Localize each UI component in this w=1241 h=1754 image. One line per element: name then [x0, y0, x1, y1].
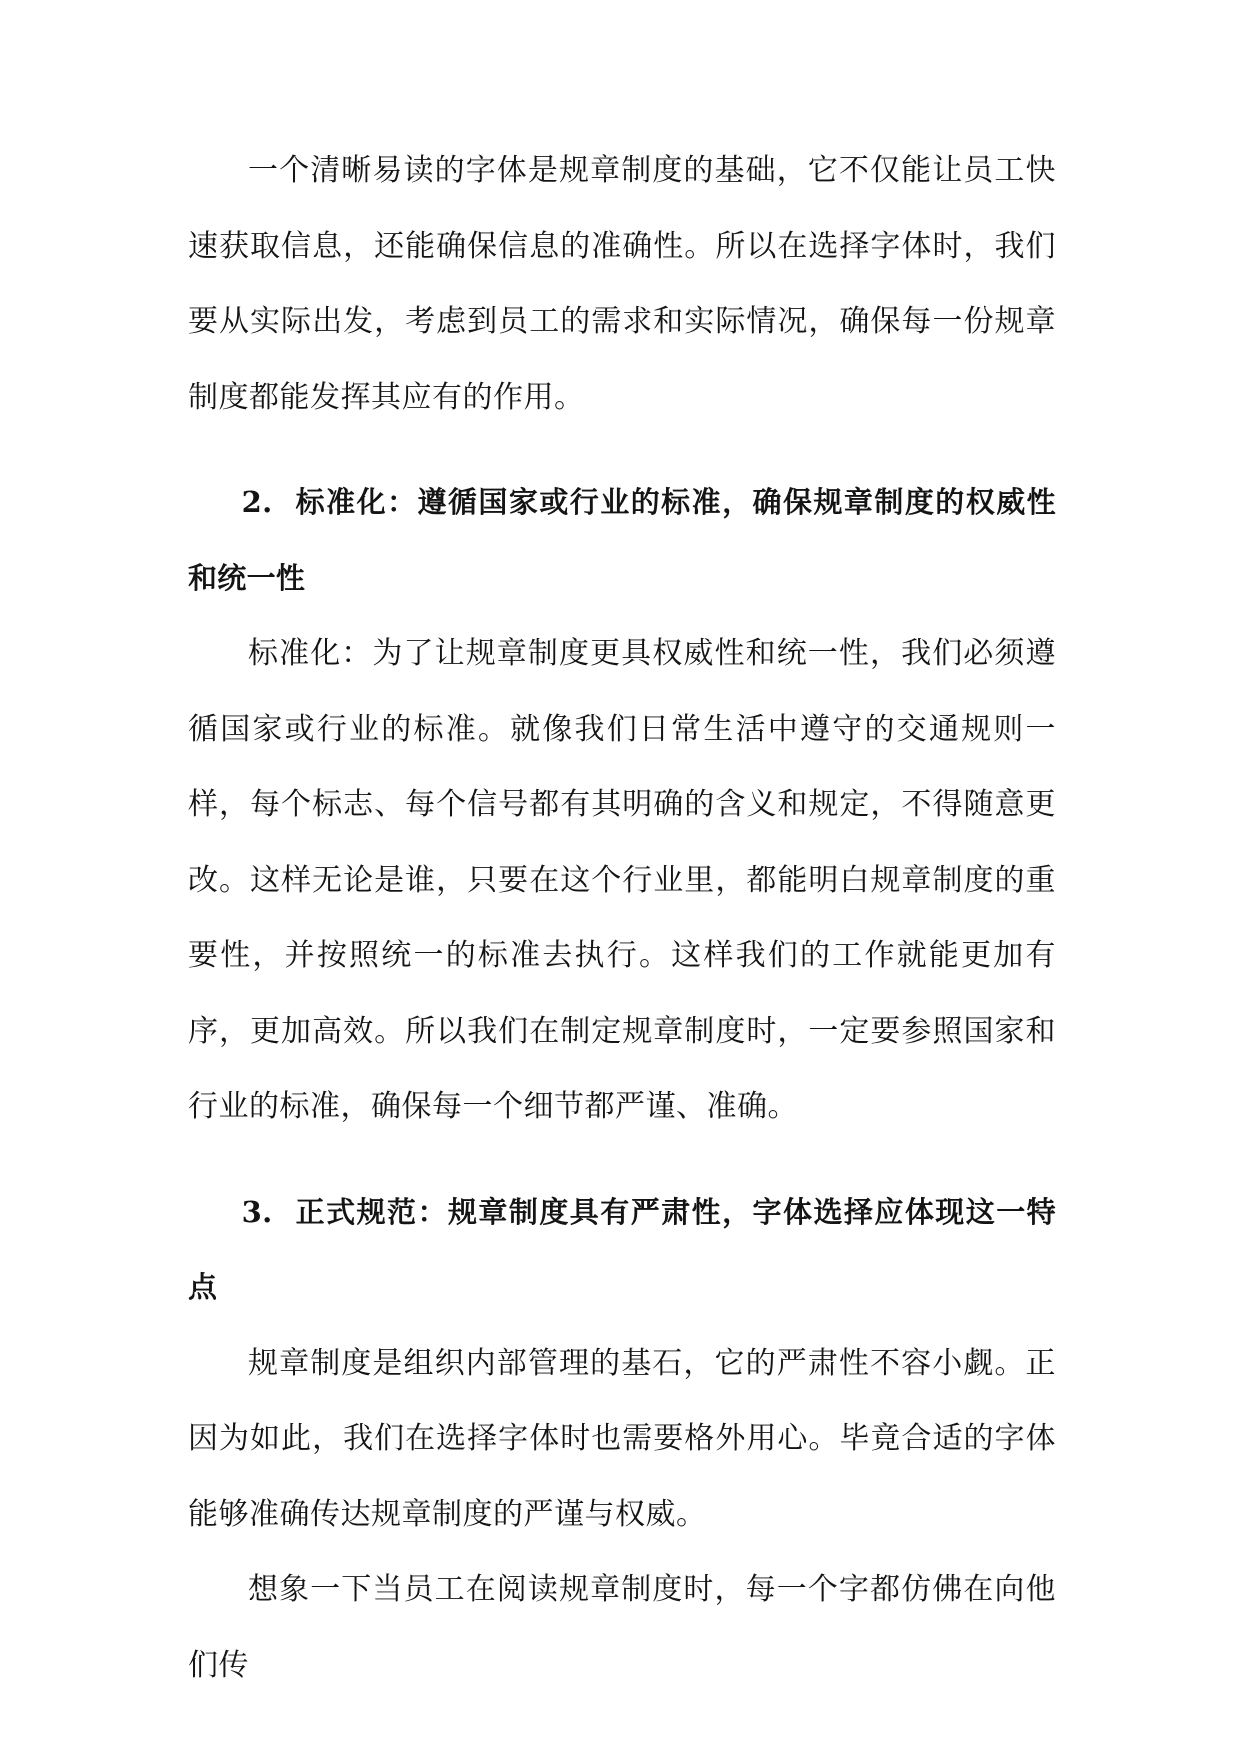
heading-text: 标准化：遵循国家或行业的标准，确保规章制度的权威性和统一性: [188, 485, 1056, 595]
heading-text: 正式规范：规章制度具有严肃性，字体选择应体现这一特点: [188, 1194, 1056, 1304]
heading-number: 3.: [241, 1194, 273, 1229]
heading-formal-standard: [188, 1175, 1056, 1326]
paragraph-imagine: 想象一下当员工在阅读规章制度时，每一个字都仿佛在向他们传: [188, 1572, 1056, 1683]
paragraph-standardization: 标准化：为了让规章制度更具权威性和统一性，我们必须遵循国家或行业的标准。就像我们日常生活中遵守的交通规则一样，每个标志、每个信号都有其明确的含义和规定，不得随意更改。这样无论是谁，只要在这个行业里，都能明白规章制度的重要性，并按照统一的标准去执行。这样我们的工作就能更加有序，更加高效。所以我们在制定规章制度时，一定要参照国家和行业的标准，确保每一个细节都严谨、准确。: [188, 636, 1056, 1124]
document-body: [188, 133, 1056, 1703]
heading-standardization: [188, 465, 1056, 616]
heading-number: 2.: [241, 485, 273, 519]
paragraph-seriousness: 规章制度是组织内部管理的基石，它的严肃性不容小觑。正因为如此，我们在选择字体时也需要格外用心。毕竟合适的字体能够准确传达规章制度的严谨与权威。: [188, 1345, 1056, 1532]
paragraph-font-readability: 一个清晰易读的字体是规章制度的基础，它不仅能让员工快速获取信息，还能确保信息的准确性。所以在选择字体时，我们要从实际出发，考虑到员工的需求和实际情况，确保每一份规章制度都能发挥其应有的作用。: [188, 153, 1056, 415]
